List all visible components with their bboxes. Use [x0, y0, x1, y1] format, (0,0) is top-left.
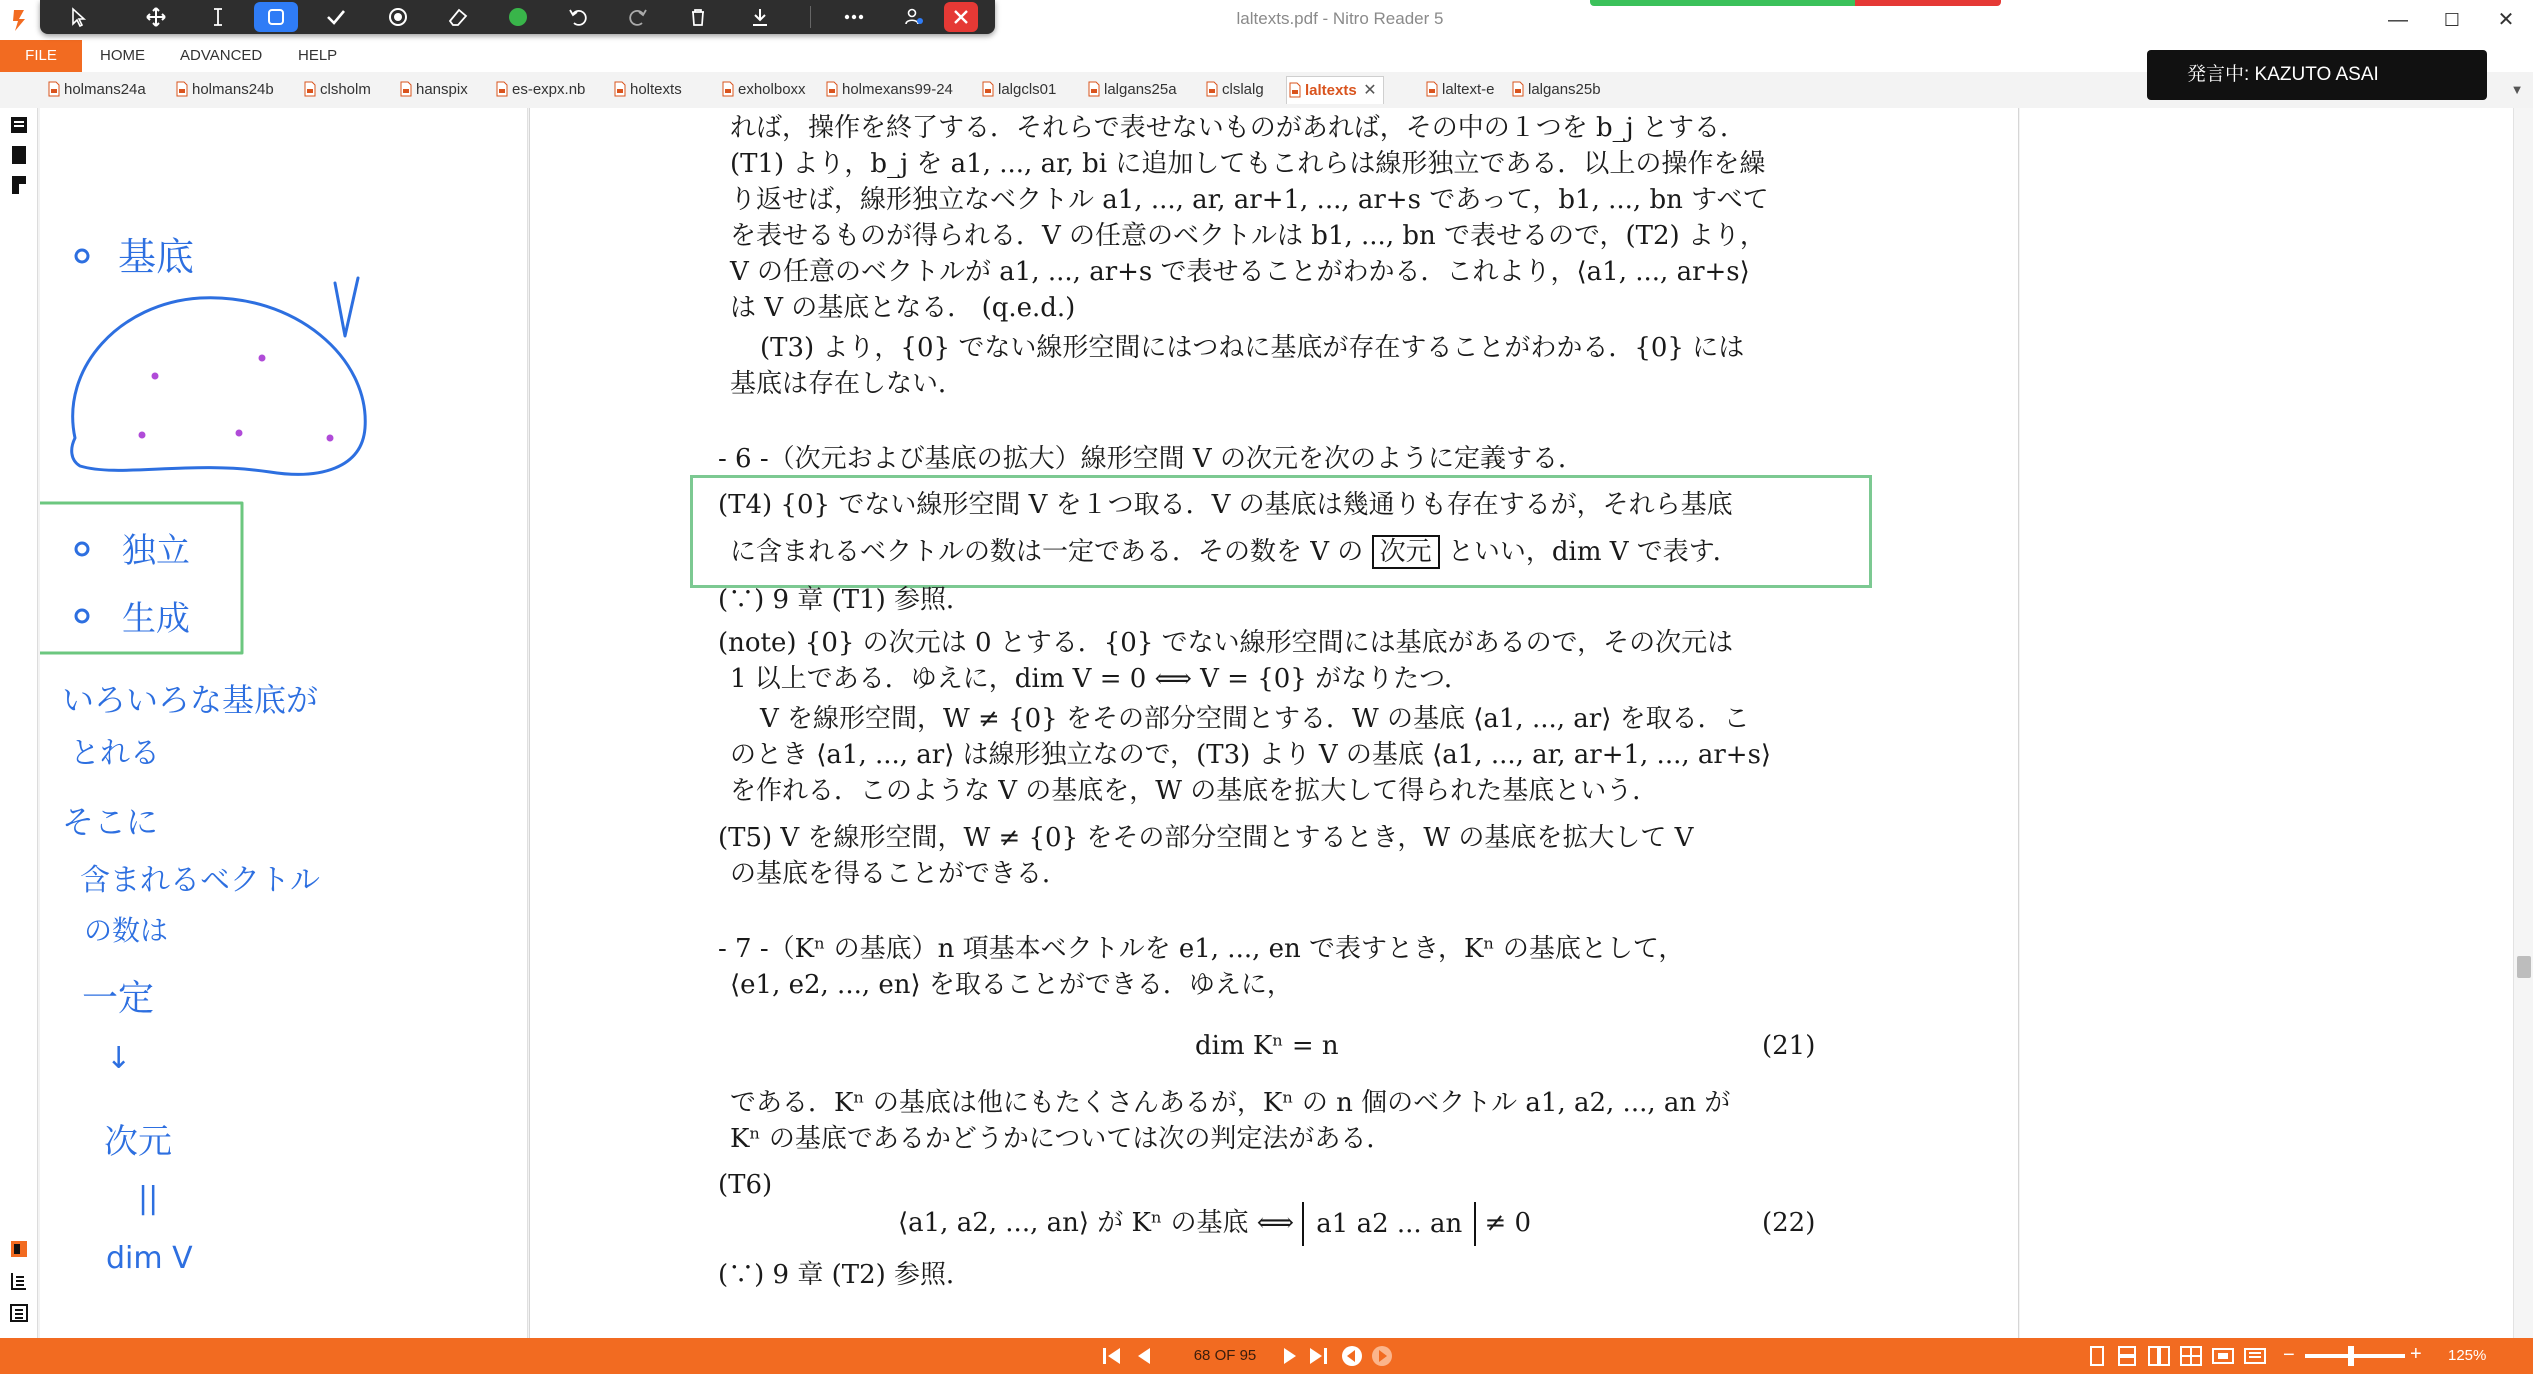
determinant: a1 a2 ... an	[1302, 1202, 1476, 1246]
equation: ⟨a1, a2, ..., an⟩ が Kⁿ の基底 ⟺ a1 a2 ... an ≠ 0	[898, 1201, 1531, 1246]
boxed-term: 次元	[1372, 535, 1440, 569]
more-icon[interactable]	[832, 2, 876, 32]
note-line: そこに	[62, 803, 159, 841]
pdf-file-icon	[982, 81, 994, 97]
bookmarks-icon[interactable]	[8, 114, 30, 136]
facing-view-icon[interactable]	[2148, 1346, 2170, 1366]
pdf-file-icon	[304, 81, 316, 97]
zoom-out-button[interactable]: −	[2283, 1344, 2295, 1366]
recording-bar-green	[1590, 0, 1855, 6]
doc-text-line: (T1) より，b_j を a1, ..., ar, bi に追加してもこれらは線形独立である．以上の操作を繰	[730, 149, 1766, 179]
doc-tab[interactable]: hanspix	[398, 76, 468, 104]
fit-width-icon[interactable]	[2212, 1346, 2234, 1366]
tab-close-icon[interactable]: ✕	[1363, 82, 1377, 99]
ink-v-mark	[335, 278, 358, 336]
zoom-slider[interactable]	[2305, 1354, 2405, 1358]
pdf-file-icon	[48, 81, 60, 97]
note-line: 含まれるベクトル	[80, 863, 320, 898]
pdf-file-icon	[1289, 82, 1301, 98]
doc-text-line: は V の基底となる． (q.e.d.)	[730, 293, 1076, 323]
list-icon[interactable]	[8, 1302, 30, 1324]
ribbon-tab-file[interactable]: FILE	[0, 40, 82, 72]
doc-text-line: り返せば，線形独立なベクトル a1, ..., ar, ar+1, ..., ar+s であって，b1, ..., bn すべて	[730, 185, 1769, 215]
ink-bullet	[76, 543, 88, 555]
pointer-icon[interactable]	[56, 2, 100, 32]
toolbar-separator	[810, 6, 811, 28]
close-window-button[interactable]: ✕	[2497, 9, 2515, 31]
doc-text-line: V を線形空間，W ≠ {0} をその部分空間とする．W の基底 ⟨a1, ..., ar⟩ を取る．こ	[760, 704, 1750, 734]
pdf-page-view[interactable]	[529, 108, 2019, 1338]
pdf-file-icon	[496, 81, 508, 97]
vertical-scrollbar[interactable]	[2513, 108, 2533, 1338]
note-line: 次元	[104, 1122, 172, 1162]
speaker-badge: 発言中: KAZUTO ASAI	[2147, 50, 2487, 100]
ribbon-tab-help[interactable]: HELP	[298, 47, 338, 64]
recording-bar-red	[1855, 0, 2001, 6]
pdf-file-icon	[400, 81, 412, 97]
outline-icon[interactable]	[8, 1270, 30, 1292]
maximize-button[interactable]: ☐	[2443, 10, 2461, 30]
continuous-view-icon[interactable]	[2116, 1346, 2138, 1366]
note-line: とれる	[70, 736, 160, 771]
chevron-down-icon[interactable]: ▼	[2510, 82, 2524, 97]
scroll-thumb[interactable]	[2517, 956, 2531, 978]
pdf-file-icon	[826, 81, 838, 97]
doc-tab[interactable]: holmans24a	[46, 76, 146, 104]
theorem-line: に含まれるベクトルの数は一定である．その数を V の 次元 といい，dim V で表す．	[730, 537, 1739, 567]
back-view-icon[interactable]	[1340, 1345, 1364, 1367]
doc-tab[interactable]: exholboxx	[720, 76, 806, 104]
record-icon[interactable]	[376, 2, 420, 32]
window-title: laltexts.pdf - Nitro Reader 5	[1236, 9, 1444, 28]
fit-page-icon[interactable]	[2244, 1346, 2266, 1366]
status-bar	[0, 1338, 2533, 1374]
pdf-file-icon	[722, 81, 734, 97]
annotation-toolbar	[40, 0, 995, 34]
zoom-slider-knob[interactable]	[2348, 1346, 2354, 1366]
attachments-icon[interactable]	[8, 174, 30, 196]
pdf-file-icon	[1088, 81, 1100, 97]
doc-tab[interactable]: holmans24b	[174, 76, 274, 104]
ink-blob	[72, 298, 366, 475]
doc-text-line: 基底は存在しない．	[730, 369, 965, 399]
zoom-in-button[interactable]: +	[2410, 1343, 2422, 1365]
ink-bullet	[76, 610, 88, 622]
minimize-button[interactable]: —	[2388, 9, 2408, 31]
next-page-icon[interactable]	[1278, 1345, 1302, 1367]
doc-tab[interactable]: holtexts	[612, 76, 682, 104]
note-line: 基底	[118, 235, 195, 279]
zoom-level[interactable]: 125%	[2448, 1347, 2487, 1364]
move-icon[interactable]	[134, 2, 178, 32]
doc-tab[interactable]: laltext-e	[1424, 76, 1495, 104]
note-line: いろいろな基底が	[62, 681, 319, 719]
doc-tab[interactable]: clsholm	[302, 76, 371, 104]
doc-text-line: れば，操作を終了する．それらで表せないものがあれば，その中の１つを b_j とする．	[730, 113, 1746, 143]
ink-bullet	[76, 250, 88, 262]
doc-text-line: (T3) より，{0} でない線形空間にはつねに基底が存在することがわかる．{0} には	[760, 333, 1745, 363]
ink-dots	[139, 355, 334, 442]
trash-icon[interactable]	[676, 2, 720, 32]
theorem-line: の基底を得ることができる．	[730, 859, 1069, 889]
note-line: dim V	[106, 1241, 193, 1276]
theorem-line: (T5) V を線形空間，W ≠ {0} をその部分空間とするとき，W の基底を拡大して V	[718, 823, 1694, 853]
note-line: 生成	[122, 599, 190, 639]
note-line: 一定	[82, 978, 155, 1019]
theorem-label: (T6)	[718, 1170, 773, 1200]
pdf-file-icon	[1426, 81, 1438, 97]
pdf-file-icon	[176, 81, 188, 97]
section-heading: - 6 -（次元および基底の拡大）線形空間 V の次元を次のように定義する．	[718, 444, 1584, 474]
redo-icon[interactable]	[616, 2, 660, 32]
equation-number: (21)	[1762, 1031, 1816, 1061]
pdf-file-icon	[1512, 81, 1524, 97]
equation-number: (22)	[1762, 1208, 1816, 1238]
undo-icon[interactable]	[556, 2, 600, 32]
doc-tab[interactable]: lalgans25b	[1510, 76, 1601, 104]
page-indicator[interactable]: 68 OF 95	[1193, 1347, 1257, 1364]
check-icon[interactable]	[314, 2, 358, 32]
share-icon[interactable]	[892, 2, 936, 32]
ink-canvas	[40, 108, 528, 1338]
section-heading: - 7 -（Kⁿ の基底）n 項基本ベクトルを e1, ..., en で表すとき，Kⁿ の基底として，	[718, 934, 1685, 964]
doc-text-line: を作れる．このような V の基底を，W の基底を拡大して得られた基底という．	[730, 776, 1659, 806]
note-line-v: V	[326, 278, 327, 279]
left-tool-strip	[0, 108, 38, 1338]
forward-view-icon[interactable]	[1370, 1345, 1394, 1367]
pdf-file-icon	[614, 81, 626, 97]
doc-tab[interactable]: lalgcls01	[980, 76, 1056, 104]
single-page-view-icon[interactable]	[2086, 1346, 2108, 1366]
document-tabs	[40, 76, 1640, 104]
previous-page-icon[interactable]	[1132, 1345, 1156, 1367]
doc-text-line: ⟨e1, e2, ..., en⟩ を取ることができる．ゆえに，	[730, 970, 1293, 1000]
equation: dim Kⁿ = n	[1195, 1031, 1339, 1061]
doc-tab[interactable]: holmexans99-24	[824, 76, 953, 104]
nitro-logo-icon	[10, 8, 28, 32]
first-page-icon[interactable]	[1100, 1345, 1124, 1367]
page-gutter	[2020, 108, 2513, 1338]
handwritten-notes-panel[interactable]	[40, 108, 528, 1338]
doc-text-line: (∵) 9 章 (T1) 参照．	[718, 585, 973, 615]
pages-icon[interactable]	[8, 144, 30, 166]
pdf-file-icon	[1206, 81, 1218, 97]
note-arrow: ↓	[106, 1041, 132, 1076]
doc-text-line: (∵) 9 章 (T2) 参照．	[718, 1260, 973, 1290]
doc-text-line: V の任意のベクトルが a1, ..., ar+s で表せることがわかる．これより，⟨a1, ..., ar+s⟩	[730, 257, 1750, 287]
ribbon-tab-advanced[interactable]: ADVANCED	[180, 47, 263, 64]
note-line: 独立	[122, 531, 190, 571]
comments-icon[interactable]	[8, 1238, 30, 1260]
doc-tab[interactable]: lalgans25a	[1086, 76, 1177, 104]
download-icon[interactable]	[738, 2, 782, 32]
text-cursor-icon[interactable]	[196, 2, 240, 32]
doc-tab-active[interactable]: laltexts ✕	[1286, 76, 1384, 104]
eraser-icon[interactable]	[436, 2, 480, 32]
last-page-icon[interactable]	[1306, 1345, 1330, 1367]
note-equals: ||	[138, 1181, 159, 1216]
theorem-line: (T4) {0} でない線形空間 V を１つ取る．V の基底は幾通りも存在するが，それら基底	[718, 490, 1733, 520]
rectangle-select-icon[interactable]	[254, 2, 298, 32]
green-dot-icon[interactable]	[496, 2, 540, 32]
grid-view-icon[interactable]	[2180, 1346, 2202, 1366]
doc-text-line: (note) {0} の次元は 0 とする．{0} でない線形空間には基底があるので，その次元は	[718, 628, 1734, 658]
doc-tab[interactable]: es-expx.nb	[494, 76, 585, 104]
close-icon[interactable]	[944, 2, 978, 32]
doc-text-line: のとき ⟨a1, ..., ar⟩ は線形独立なので，(T3) より V の基底 ⟨a1, ..., ar, ar+1, ..., ar+s⟩	[730, 740, 1772, 770]
doc-text-line: Kⁿ の基底であるかどうかについては次の判定法がある．	[730, 1124, 1393, 1154]
doc-text-line: を表せるものが得られる．V の任意のベクトルは b1, ..., bn で表せるので，(T2) より，	[730, 221, 1766, 251]
doc-tab[interactable]: clslalg	[1204, 76, 1264, 104]
doc-text-line: 1 以上である．ゆえに，dim V = 0 ⟺ V = {0} がなりたつ．	[730, 664, 1471, 694]
doc-text-line: である．Kⁿ の基底は他にもたくさんあるが，Kⁿ の n 個のベクトル a1, a2, ..., an が	[730, 1088, 1731, 1118]
ribbon-tab-home[interactable]: HOME	[100, 47, 145, 64]
note-line: の数は	[84, 914, 169, 947]
